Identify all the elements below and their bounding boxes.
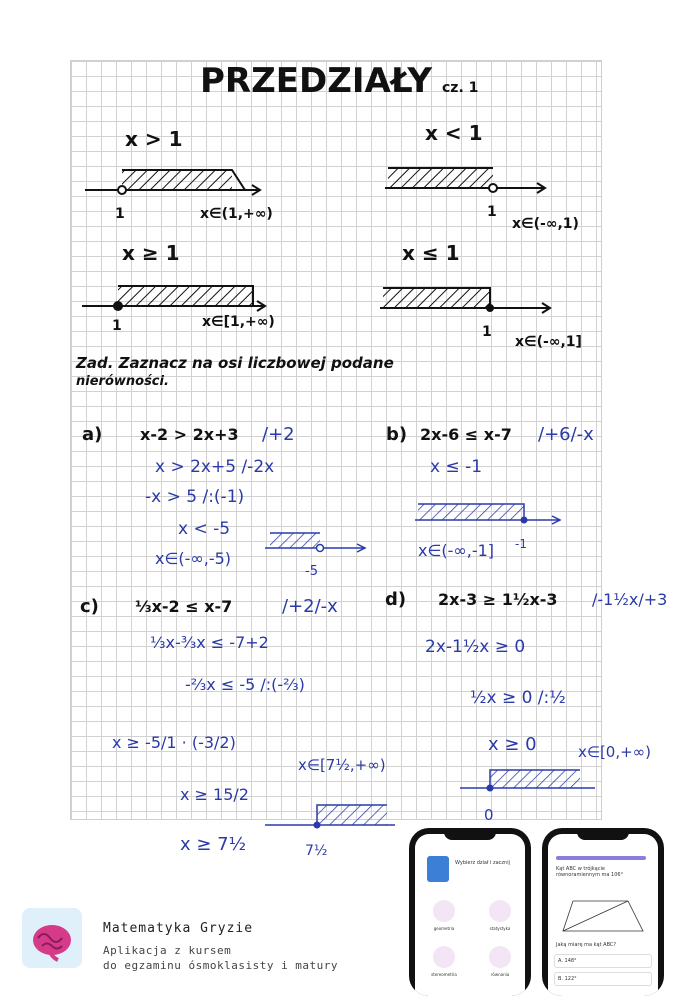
problem-c-step-4: x ≥ 15/2 [180,785,249,804]
problem-c-step-1: ⅓x-³⁄₃x ≤ -7+2 [150,633,269,652]
example-2-hatch [388,168,493,188]
example-4-inequality: x ≤ 1 [402,241,460,265]
problem-b-op0: /+6/-x [538,424,594,445]
answer-option-b[interactable]: B. 122° [554,972,652,986]
problem-d-op0: /-1½x/+3 [592,590,668,609]
example-4-hatch [383,288,490,308]
task-text-line2: nierówności. [76,374,169,389]
app-icon [427,856,449,882]
phone-left-intro: Wybierz dział i zacznij [455,860,510,866]
example-3-hatch [118,286,253,306]
example-1-hatch [122,170,232,190]
phone-mockup-left [409,828,531,996]
tile-icon [489,900,511,922]
problem-a-op0: /+2 [262,424,295,445]
answer-option-a[interactable]: A. 148° [554,954,652,968]
phone-left-tile-1: geometria [433,926,455,931]
problem-d-step-3: x ≥ 0 [488,734,537,755]
problem-a-open-point [317,545,324,552]
tile-icon [433,946,455,968]
example-1-interval: x∈(1,+∞) [200,206,273,222]
problem-b-step-1: x ≤ -1 [430,457,483,477]
problem-d-interval: x∈[0,+∞) [578,743,652,761]
brand-logo [22,908,82,968]
problem-a-label: a) [82,424,103,445]
tile-icon [489,946,511,968]
problem-c-step-2: -⅔x ≤ -5 /:(-⅔) [185,675,305,694]
problem-c-label: c) [80,596,99,617]
problem-b-label: b) [386,424,408,445]
brand-name: Matematyka Gryzie [103,921,254,936]
example-2-inequality: x < 1 [425,121,483,145]
example-2-open-point [489,184,497,192]
phone-left-tile-4: równania [490,972,510,977]
problem-c-closed-point [314,822,321,829]
phone-left-tile-3: stereometria [431,972,457,977]
problem-c-step-5: x ≥ 7½ [180,834,247,855]
example-4-interval: x∈(-∞,1] [515,334,582,350]
example-3-point-label: 1 [112,318,122,334]
problem-d-label: d) [385,589,407,610]
problem-d-hatch [490,770,580,788]
problem-a-step-3: x < -5 [178,519,231,539]
problem-b-axis-label: -1 [515,537,527,551]
problem-d-closed-point [487,785,494,792]
example-1-point-label: 1 [115,206,125,222]
phone-left-tile-2: statystyka [489,926,511,931]
problem-a-statement: x-2 > 2x+3 [140,425,239,444]
progress-bar [556,856,646,860]
problem-d-axis-label: 0 [484,806,494,824]
problem-b-closed-point [521,517,528,524]
brand-tagline-line2: do egzaminu ósmoklasisty i matury [103,959,339,972]
phone-right-prompt: Jaką miarę ma kąt ABC? [556,942,617,948]
problem-c-op0: /+2/-x [282,596,338,617]
problem-b-hatch [418,504,524,520]
example-1-inequality: x > 1 [125,127,183,151]
problem-c-step-3: x ≥ -5/1 · (-3/2) [112,733,236,752]
page-subtitle: cz. 1 [442,80,479,96]
example-3-inequality: x ≥ 1 [122,241,180,265]
problem-d-step-1: 2x-1½x ≥ 0 [425,637,526,657]
brand-tagline [103,943,338,973]
example-2-interval: x∈(-∞,1) [512,216,579,232]
problem-a-step-2: -x > 5 /:(-1) [145,487,245,507]
example-3-closed-point [113,301,123,311]
example-2-point-label: 1 [487,204,497,220]
problem-b-statement: 2x-6 ≤ x-7 [420,425,512,444]
example-3-interval: x∈[1,+∞) [202,314,275,330]
problem-a-axis-label: -5 [305,564,318,579]
problem-c-interval: x∈[7½,+∞) [298,756,386,774]
example-4-closed-point [486,304,494,312]
trapezoid-figure [558,896,648,936]
problem-d-step-2: ½x ≥ 0 /:½ [470,688,566,708]
problem-c-hatch [317,805,387,825]
brand-tagline-line1: Aplikacja z kursem [103,944,232,957]
problem-c-axis-label: 7½ [305,843,328,859]
problem-a-step-4: x∈(-∞,-5) [155,549,232,568]
problem-c-statement: ⅓x-2 ≤ x-7 [135,597,233,616]
problem-b-step-2: x∈(-∞,-1] [418,541,495,560]
phone-mockup-right [542,828,664,996]
task-text-line1: Zad. Zaznacz na osi liczbowej podane [76,354,394,372]
brain-icon [22,908,82,968]
example-1-open-point [118,186,126,194]
problem-d-statement: 2x-3 ≥ 1½x-3 [438,590,558,609]
tile-icon [433,900,455,922]
problem-a-step-1: x > 2x+5 /-2x [155,457,275,477]
phone-right-question: Kąt ABC w trójkącie równoramiennym ma 106° [556,866,624,878]
problem-a-hatch [270,533,320,548]
example-4-point-label: 1 [482,324,492,340]
page-title: PRZEDZIAŁY [200,61,432,101]
